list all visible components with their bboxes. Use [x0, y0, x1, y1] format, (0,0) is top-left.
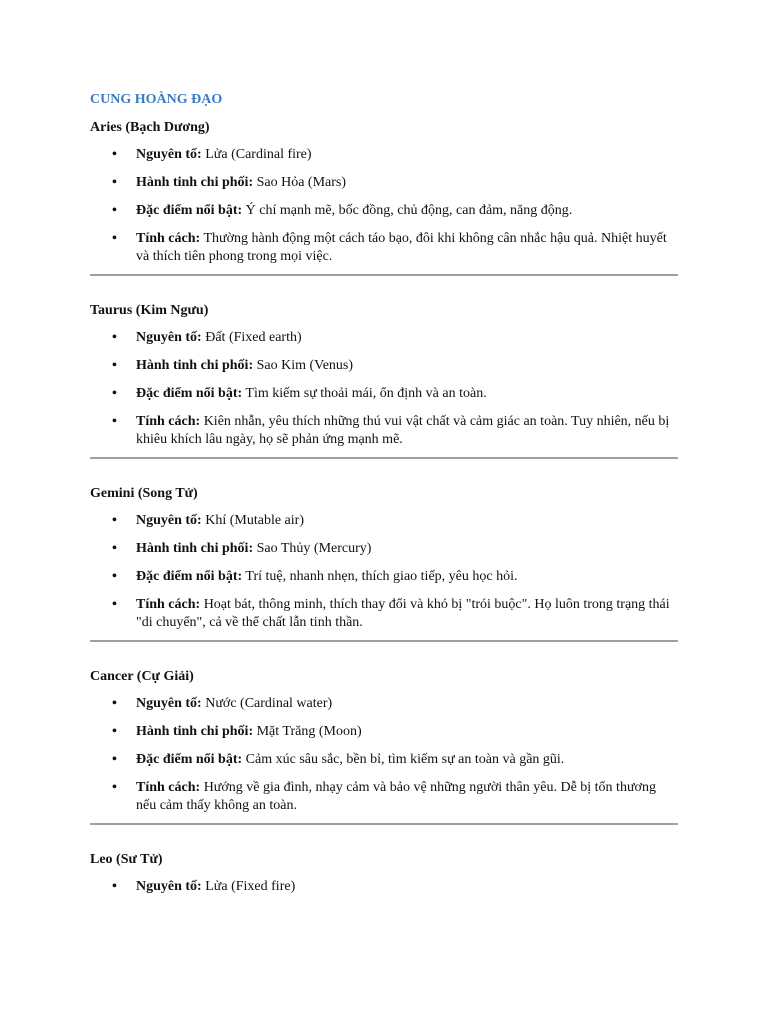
- planet-label: Hành tinh chi phối:: [136, 175, 254, 190]
- bullet-icon: •: [112, 330, 117, 345]
- property-list: [90, 146, 678, 266]
- planet-label: Hành tinh chi phối:: [136, 541, 254, 556]
- traits-value: Trí tuệ, nhanh nhẹn, thích giao tiếp, yêu học hỏi.: [245, 569, 518, 584]
- sign-section-gemini: [90, 485, 678, 642]
- personality-value: Hướng về gia đình, nhạy cảm và bảo vệ những người thân yêu. Dễ bị tổn thương nếu cảm thấy không an toàn.: [136, 780, 656, 813]
- element-value: Lửa (Fixed fire): [205, 879, 296, 894]
- sign-heading: Cancer (Cự Giải): [90, 669, 194, 684]
- list-item-traits: [90, 568, 678, 586]
- list-item-traits: [90, 202, 678, 220]
- element-label: Nguyên tố:: [136, 330, 202, 345]
- bullet-icon: •: [112, 541, 117, 556]
- list-item-personality: [90, 230, 678, 266]
- sign-heading: Leo (Sư Tử): [90, 852, 163, 867]
- planet-label: Hành tinh chi phối:: [136, 724, 254, 739]
- list-item-planet: [90, 174, 678, 192]
- element-label: Nguyên tố:: [136, 513, 202, 528]
- bullet-icon: •: [112, 569, 117, 584]
- sign-heading: Gemini (Song Tử): [90, 486, 198, 501]
- section-divider: [90, 640, 678, 642]
- property-list: [90, 878, 678, 896]
- document-title: CUNG HOÀNG ĐẠO: [90, 92, 223, 107]
- bullet-icon: •: [112, 414, 117, 429]
- sign-heading: Taurus (Kim Ngưu): [90, 303, 209, 318]
- traits-label: Đặc điểm nổi bật:: [136, 386, 243, 401]
- list-item-element: [90, 146, 678, 164]
- personality-label: Tính cách:: [136, 231, 201, 246]
- traits-value: Ý chí mạnh mẽ, bốc đồng, chủ động, can đảm, năng động.: [245, 203, 573, 218]
- list-item-planet: [90, 723, 678, 741]
- list-item-planet: [90, 540, 678, 558]
- personality-label: Tính cách:: [136, 414, 201, 429]
- planet-value: Sao Hỏa (Mars): [256, 175, 347, 190]
- personality-value: Hoạt bát, thông minh, thích thay đổi và khó bị "trói buộc". Họ luôn trong trạng thái "di chuyển", cả về thể chất lẫn tinh thần.: [136, 597, 670, 630]
- bullet-icon: •: [112, 696, 117, 711]
- bullet-icon: •: [112, 724, 117, 739]
- personality-label: Tính cách:: [136, 780, 201, 795]
- bullet-icon: •: [112, 175, 117, 190]
- list-item-element: [90, 878, 678, 896]
- sign-section-cancer: [90, 668, 678, 825]
- traits-label: Đặc điểm nổi bật:: [136, 569, 243, 584]
- property-list: [90, 512, 678, 632]
- section-divider: [90, 274, 678, 276]
- list-item-personality: [90, 779, 678, 815]
- bullet-icon: •: [112, 203, 117, 218]
- element-label: Nguyên tố:: [136, 147, 202, 162]
- traits-value: Tìm kiếm sự thoải mái, ổn định và an toàn.: [245, 386, 487, 401]
- personality-value: Kiên nhẫn, yêu thích những thú vui vật chất và cảm giác an toàn. Tuy nhiên, nếu bị khiêu khích lâu ngày, họ sẽ phản ứng mạnh mẽ.: [136, 414, 670, 447]
- bullet-icon: •: [112, 879, 117, 894]
- bullet-icon: •: [112, 386, 117, 401]
- list-item-traits: [90, 385, 678, 403]
- list-item-planet: [90, 357, 678, 375]
- list-item-element: [90, 329, 678, 347]
- sign-section-leo: [90, 851, 678, 896]
- property-list: [90, 695, 678, 815]
- bullet-icon: •: [112, 752, 117, 767]
- element-value: Nước (Cardinal water): [205, 696, 333, 711]
- bullet-icon: •: [112, 780, 117, 795]
- element-label: Nguyên tố:: [136, 879, 202, 894]
- personality-label: Tính cách:: [136, 597, 201, 612]
- section-divider: [90, 823, 678, 825]
- bullet-icon: •: [112, 358, 117, 373]
- sign-heading: Aries (Bạch Dương): [90, 120, 210, 135]
- list-item-personality: [90, 596, 678, 632]
- list-item-traits: [90, 751, 678, 769]
- planet-label: Hành tinh chi phối:: [136, 358, 254, 373]
- element-value: Đất (Fixed earth): [205, 330, 302, 345]
- list-item-personality: [90, 413, 678, 449]
- element-label: Nguyên tố:: [136, 696, 202, 711]
- sign-section-aries: [90, 119, 678, 276]
- document-body: [90, 91, 678, 906]
- bullet-icon: •: [112, 147, 117, 162]
- planet-value: Sao Kim (Venus): [256, 358, 354, 373]
- list-item-element: [90, 512, 678, 530]
- personality-value: Thường hành động một cách táo bạo, đôi khi không cân nhắc hậu quả. Nhiệt huyết và thích tiên phong trong mọi việc.: [136, 231, 667, 264]
- section-divider: [90, 457, 678, 459]
- planet-value: Mặt Trăng (Moon): [256, 724, 362, 739]
- list-item-element: [90, 695, 678, 713]
- traits-label: Đặc điểm nổi bật:: [136, 203, 243, 218]
- planet-value: Sao Thủy (Mercury): [256, 541, 372, 556]
- element-value: Khí (Mutable air): [205, 513, 304, 528]
- element-value: Lửa (Cardinal fire): [205, 147, 312, 162]
- property-list: [90, 329, 678, 449]
- traits-value: Cảm xúc sâu sắc, bền bỉ, tìm kiếm sự an toàn và gần gũi.: [245, 752, 565, 767]
- sign-section-taurus: [90, 302, 678, 459]
- bullet-icon: •: [112, 597, 117, 612]
- bullet-icon: •: [112, 231, 117, 246]
- traits-label: Đặc điểm nổi bật:: [136, 752, 243, 767]
- bullet-icon: •: [112, 513, 117, 528]
